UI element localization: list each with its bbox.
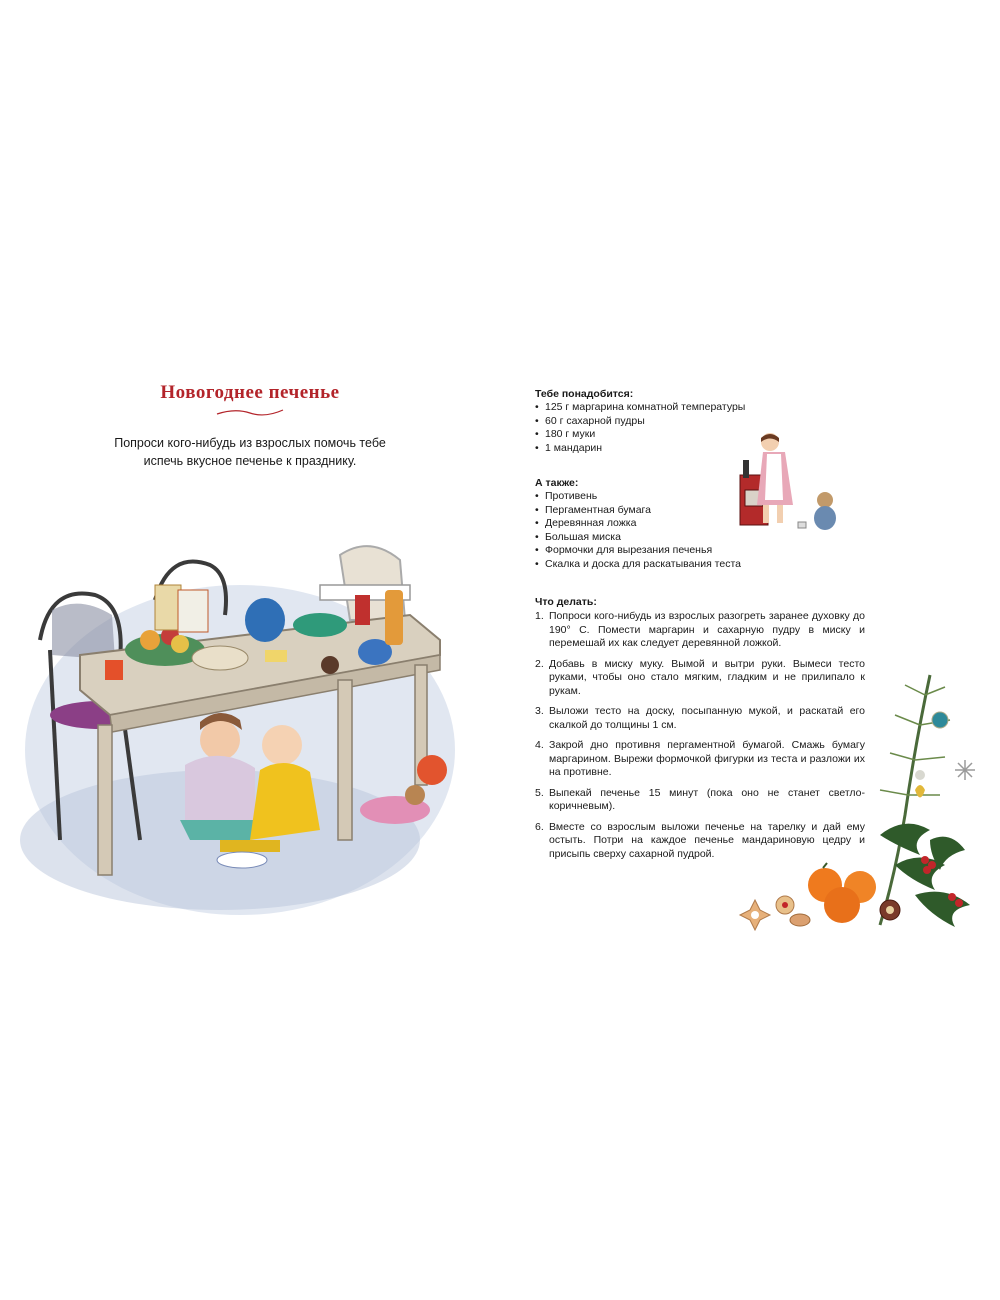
child-with-toy-stove-illustration [735, 430, 845, 540]
list-item: • Деревянная ложка [535, 517, 741, 531]
intro-line: испечь вкусное печенье к празднику. [143, 454, 357, 468]
step-text: Закрой дно противня пергаментной бумагой. Смажь бумагу маргарином. Вырежи формочкой фигурки из теста и разложи их на противне. [549, 739, 865, 778]
step-text: Попроси кого-нибудь из взрослых разогреть заранее духовку до 190° С. Помести маргарин и сахарную пудру в миску и перемешай их как следует деревянной ложкой. [549, 610, 865, 649]
step-number: 4. [535, 739, 544, 751]
title-flourish [215, 406, 285, 418]
list-item: • 1 мандарин [535, 442, 745, 456]
ingredients-list [535, 401, 745, 455]
step-text: Выложи тесто на доску, посыпанную мукой, и раскатай его скалкой до толщины 1 см. [549, 705, 865, 731]
list-item: • Пергаментная бумага [535, 504, 741, 518]
step-number: 5. [535, 786, 544, 799]
ingredients-heading: Тебе понадобится: [535, 388, 634, 400]
children-under-table-illustration [20, 540, 460, 920]
step-item [535, 610, 865, 651]
recipe-title: Новогоднее печенье [160, 382, 340, 403]
list-item: • 180 г муки [535, 428, 745, 442]
list-item: • Скалка и доска для раскатывания теста [535, 558, 741, 572]
holly-tangerines-cookies-illustration [730, 665, 980, 945]
intro-line: Попроси кого-нибудь из взрослых помочь тебе [114, 436, 386, 450]
equipment-list [535, 490, 741, 571]
list-item: • Большая миска [535, 531, 741, 545]
step-text: Вместе со взрослым выложи печенье на тарелку и дай ему остыть. Потри на каждое печенье мандариновую цедру и присыпь сверху сахарной пудрой. [549, 820, 865, 860]
step-number: 3. [535, 705, 544, 717]
step-number: 1. [535, 610, 544, 622]
list-item: • Противень [535, 490, 741, 504]
list-item: • Формочки для вырезания печенья [535, 544, 741, 558]
step-text: Выпекай печенье 15 минут (пока оно не станет светло-коричневым). [549, 786, 865, 812]
equipment-heading: А также: [535, 477, 579, 489]
list-item: • 125 г маргарина комнатной температуры [535, 401, 745, 415]
steps-heading: Что делать: [535, 596, 597, 608]
intro-text [95, 434, 405, 470]
step-text: Добавь в миску муку. Вымой и вытри руки. Вымеси тесто руками, чтобы оно стало мягким, гладким и не прилипало к рукам. [549, 657, 865, 697]
list-item: • 60 г сахарной пудры [535, 415, 745, 429]
step-number: 2. [535, 657, 544, 670]
step-number: 6. [535, 820, 544, 833]
